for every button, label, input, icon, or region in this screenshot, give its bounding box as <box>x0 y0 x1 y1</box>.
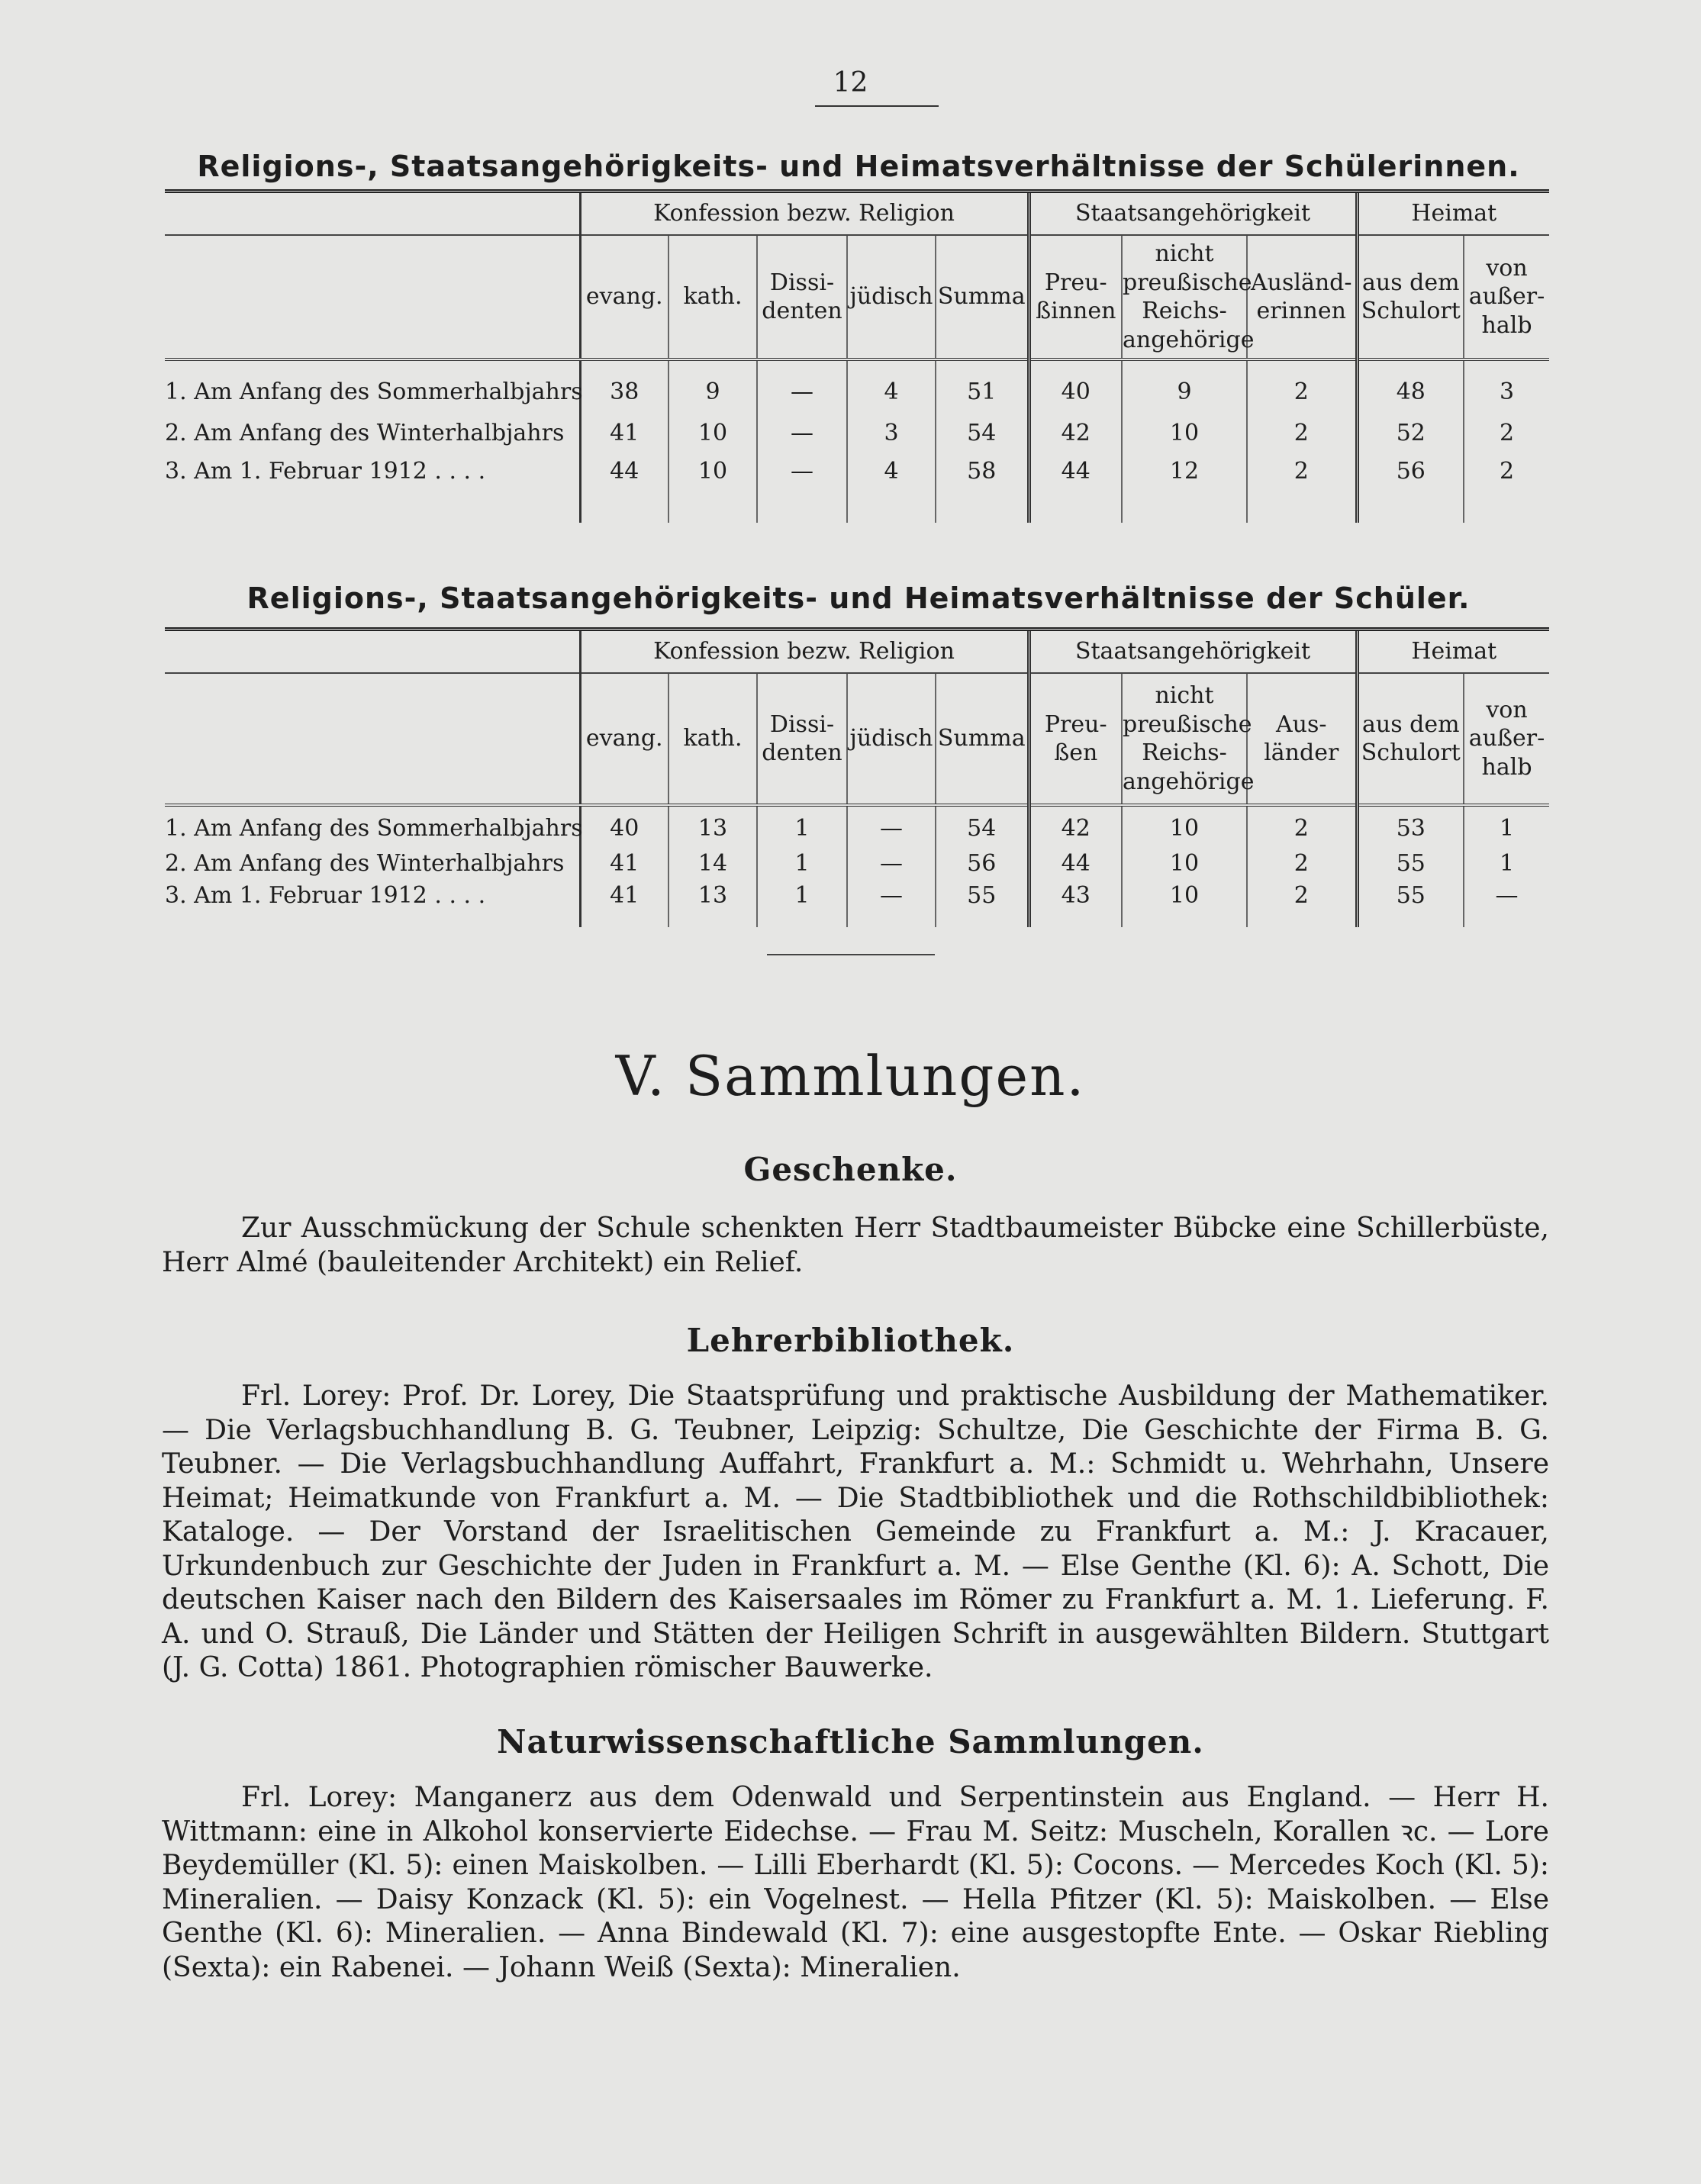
table-cell: 9 <box>1122 359 1247 413</box>
table-cell: 1 <box>757 846 847 881</box>
heading-geschenke: Geschenke. <box>743 1151 958 1188</box>
table-2-title: Religions-, Staatsangehörigkeits- und Heimatsverhältnisse der Schüler. <box>246 581 1471 615</box>
table-cell: 42 <box>1029 413 1122 454</box>
table-row <box>165 805 1549 846</box>
section-heading: V. Sammlungen. <box>615 1044 1086 1108</box>
group-staatsangehoerigkeit: Staatsangehörigkeit <box>1029 630 1357 674</box>
table-cell: 44 <box>580 454 668 523</box>
table-cell: 13 <box>668 805 757 846</box>
separator-rule <box>767 954 935 955</box>
table-cell: — <box>847 846 936 881</box>
table-cell: 10 <box>1122 805 1247 846</box>
table-row <box>165 413 1549 454</box>
column-header: nicht preußische Reichs- angehörige <box>1122 235 1247 359</box>
page-number: 12 <box>833 67 868 98</box>
table-cell: 58 <box>936 454 1029 523</box>
table-cell: 51 <box>936 359 1029 413</box>
column-header: nicht preußische Reichs- angehörige <box>1122 673 1247 805</box>
table-cell: 10 <box>1122 413 1247 454</box>
table-cell: 56 <box>936 846 1029 881</box>
column-header: aus dem Schulort <box>1357 235 1464 359</box>
group-heimat: Heimat <box>1357 192 1549 236</box>
table-row <box>165 881 1549 927</box>
column-header: von außer- halb <box>1464 673 1549 805</box>
page-number-rule <box>815 105 939 107</box>
table-cell: 2 <box>1247 881 1357 927</box>
table-cell: — <box>757 454 847 523</box>
table-cell: 42 <box>1029 805 1122 846</box>
row-label: 3. Am 1. Februar 1912 . . . . <box>165 458 486 485</box>
corner-cell <box>165 235 580 359</box>
table-cell: 3 <box>1464 359 1549 413</box>
table-row <box>165 846 1549 881</box>
table-row <box>165 359 1549 413</box>
column-header: Summa <box>936 673 1029 805</box>
paragraph-naturwissenschaftliche-sammlungen: Frl. Lorey: Manganerz aus dem Odenwald und Serpentinstein aus England. — Herr H. Wittmann: eine in Alkohol konservierte Eidechse. — Frau M. Seitz: Muscheln, Korallen ꝛc. — Lore Beydemüller (Kl. 5): einen Maiskolben. — Lilli Eberhardt (Kl. 5): Cocons. — Mercedes Koch (Kl. 5): Mineralien. — Daisy Konzack (Kl. 5): ein Vogelnest. — Hella Pfitzer (Kl. 5): Maiskolben. — Else Genthe (Kl. 6): Mineralien. — Anna Bindewald (Kl. 7): eine ausgestopfte Ente. — Oskar Riebling (Sexta): ein Rabenei. — Johann Weiß (Sexta): Mineralien. <box>162 1782 1549 1983</box>
table-cell: 54 <box>936 413 1029 454</box>
table-cell: 1 <box>757 881 847 927</box>
column-header: Ausländ- erinnen <box>1247 235 1357 359</box>
table-cell: — <box>757 359 847 413</box>
column-header: von außer- halb <box>1464 235 1549 359</box>
column-header: evang. <box>580 673 668 805</box>
group-staatsangehoerigkeit: Staatsangehörigkeit <box>1029 192 1357 236</box>
group-konfession: Konfession bezw. Religion <box>580 630 1029 674</box>
table-cell: 52 <box>1357 413 1464 454</box>
table-cell: 41 <box>580 413 668 454</box>
table-cell: 4 <box>847 454 936 523</box>
row-label: 1. Am Anfang des Sommerhalbjahrs <box>165 359 580 413</box>
column-header: evang. <box>580 235 668 359</box>
table-cell: — <box>847 805 936 846</box>
column-header: aus dem Schulort <box>1357 673 1464 805</box>
table-cell: — <box>757 413 847 454</box>
table-cell: 12 <box>1122 454 1247 523</box>
table-cell: 56 <box>1357 454 1464 523</box>
table-cell: 10 <box>1122 846 1247 881</box>
column-header: Aus- länder <box>1247 673 1357 805</box>
column-header: Preu- ßinnen <box>1029 235 1122 359</box>
corner-cell <box>165 192 580 236</box>
table-cell: 1 <box>1464 846 1549 881</box>
table-cell: 2 <box>1247 413 1357 454</box>
table-schueler <box>165 627 1549 927</box>
table-cell: 41 <box>580 846 668 881</box>
column-header: jüdisch <box>847 673 936 805</box>
table-cell: — <box>847 881 936 927</box>
table-cell: 3 <box>847 413 936 454</box>
table-cell: 2 <box>1247 805 1357 846</box>
table-cell: 9 <box>668 359 757 413</box>
row-label: 3. Am 1. Februar 1912 . . . . <box>165 882 486 909</box>
table-cell: 38 <box>580 359 668 413</box>
column-header: Summa <box>936 235 1029 359</box>
table-cell: 10 <box>668 413 757 454</box>
heading-naturwissenschaftliche-sammlungen: Naturwissenschaftliche Sammlungen. <box>497 1723 1204 1760</box>
column-header: kath. <box>668 235 757 359</box>
table-cell: 40 <box>1029 359 1122 413</box>
corner-cell <box>165 673 580 805</box>
table-cell: 55 <box>936 881 1029 927</box>
table-cell: 2 <box>1247 454 1357 523</box>
table-cell: 44 <box>1029 454 1122 523</box>
table-cell: 2 <box>1464 454 1549 523</box>
table-cell: 40 <box>580 805 668 846</box>
table-cell: 44 <box>1029 846 1122 881</box>
table-cell: 2 <box>1247 846 1357 881</box>
table-cell: 48 <box>1357 359 1464 413</box>
table-cell: 14 <box>668 846 757 881</box>
row-label: 1. Am Anfang des Sommerhalbjahrs <box>165 805 580 846</box>
column-header: Preu- ßen <box>1029 673 1122 805</box>
table-cell: 2 <box>1247 359 1357 413</box>
row-label: 2. Am Anfang des Winterhalbjahrs <box>165 420 565 447</box>
table-cell: 55 <box>1357 846 1464 881</box>
row-label: 2. Am Anfang des Winterhalbjahrs <box>165 850 565 878</box>
column-header: Dissi- denten <box>757 235 847 359</box>
table-1-title: Religions-, Staatsangehörigkeits- und Heimatsverhältnisse der Schülerinnen. <box>197 150 1520 183</box>
table-cell: — <box>1464 881 1549 927</box>
paragraph-geschenke: Zur Ausschmückung der Schule schenkten Herr Stadtbaumeister Bübcke eine Schillerbüste, Herr Almé (bauleitender Architekt) ein Relief. <box>162 1213 1549 1278</box>
table-cell: 13 <box>668 881 757 927</box>
table-cell: 54 <box>936 805 1029 846</box>
table-cell: 2 <box>1464 413 1549 454</box>
table-row <box>165 454 1549 523</box>
paragraph-lehrerbibliothek: Frl. Lorey: Prof. Dr. Lorey, Die Staatsprüfung und praktische Ausbildung der Mathematiker. — Die Verlagsbuchhandlung B. G. Teubner, Leipzig: Schultze, Die Geschichte der Firma B. G. Teubner. — Die Verlagsbuchhandlung Auffahrt, Frankfurt a. M.: Schmidt u. Wehrhahn, Unsere Heimat; Heimatkunde von Frankfurt a. M. — Die Stadtbibliothek und die Rothschildbibliothek: Kataloge. — Der Vorstand der Israelitischen Gemeinde zu Frankfurt a. M.: J. Kracauer, Urkundenbuch zur Geschichte der Juden in Frankfurt a. M. — Else Genthe (Kl. 6): A. Schott, Die deutschen Kaiser nach den Bildern des Kaisersaales im Römer zu Frankfurt a. M. 1. Lieferung. F. A. und O. Strauß, Die Länder und Stätten der Heiligen Schrift in ausgewählten Bildern. Stuttgart (J. G. Cotta) 1861. Photographien römischer Bauwerke. <box>162 1380 1549 1683</box>
group-heimat: Heimat <box>1357 630 1549 674</box>
corner-cell <box>165 630 580 674</box>
group-konfession: Konfession bezw. Religion <box>580 192 1029 236</box>
table-cell: 10 <box>668 454 757 523</box>
column-header: Dissi- denten <box>757 673 847 805</box>
column-header: jüdisch <box>847 235 936 359</box>
table-schuelerinnen <box>165 189 1549 523</box>
heading-lehrerbibliothek: Lehrerbibliothek. <box>686 1322 1015 1359</box>
table-cell: 1 <box>1464 805 1549 846</box>
column-header: kath. <box>668 673 757 805</box>
table-cell: 53 <box>1357 805 1464 846</box>
table-cell: 1 <box>757 805 847 846</box>
table-cell: 41 <box>580 881 668 927</box>
table-cell: 4 <box>847 359 936 413</box>
table-cell: 10 <box>1122 881 1247 927</box>
table-cell: 55 <box>1357 881 1464 927</box>
table-cell: 43 <box>1029 881 1122 927</box>
